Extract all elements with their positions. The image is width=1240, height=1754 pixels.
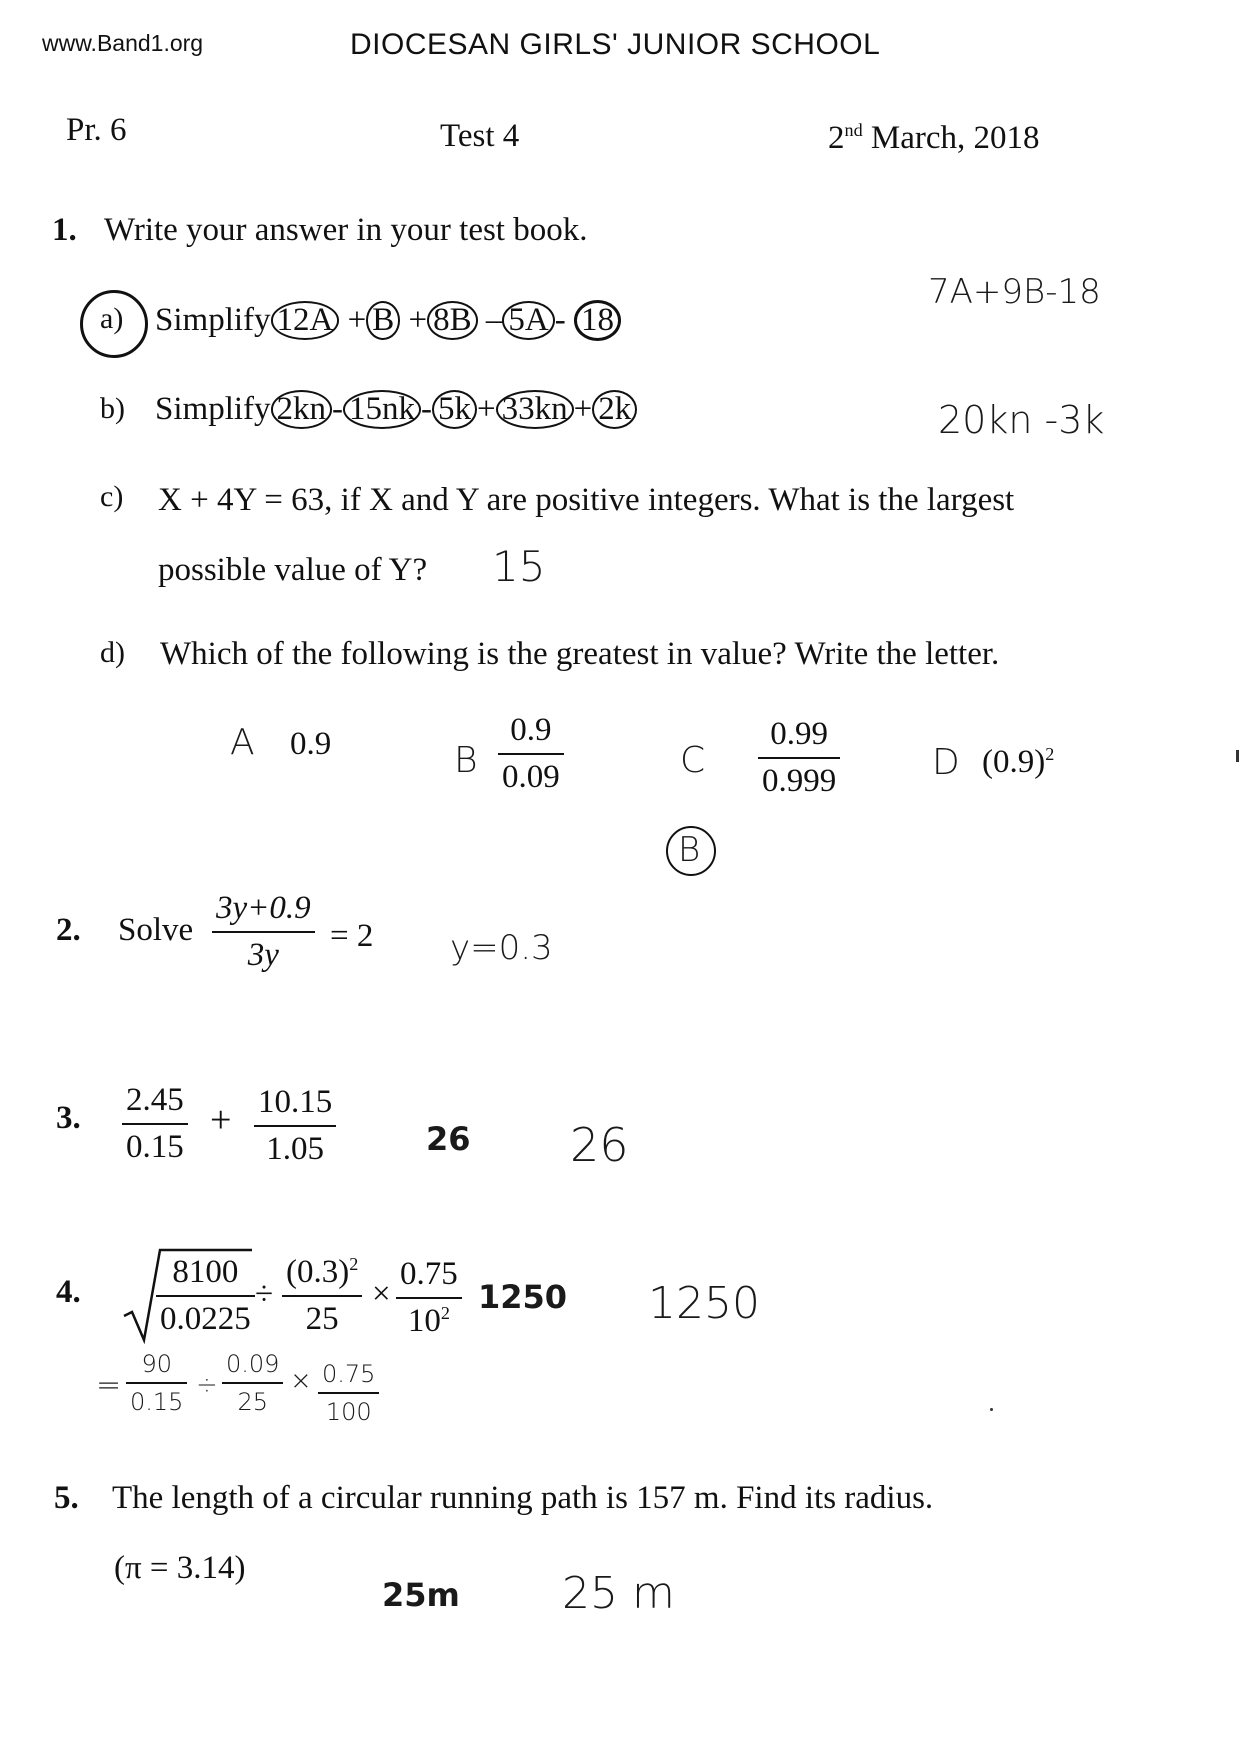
q3-fraction-1: 2.45 0.15	[122, 1082, 188, 1166]
q5-answer-2: 25 m	[562, 1568, 675, 1619]
q4-work-equals: =	[96, 1368, 122, 1403]
q1a-answer: 7A+9B-18	[928, 272, 1101, 312]
q1c-label: c)	[100, 480, 124, 513]
scan-mark	[1236, 750, 1239, 762]
q1-instruction: Write your answer in your test book.	[104, 212, 588, 248]
q1d-option-c-fraction: 0.99 0.999	[758, 716, 840, 800]
q4-work-times: ×	[290, 1366, 312, 1396]
q5-pi-note: (π = 3.14)	[114, 1550, 246, 1586]
q3-number: 3.	[56, 1100, 81, 1136]
q1d-answer: B	[678, 830, 701, 870]
q4-answer: 1250	[478, 1278, 568, 1316]
q1b-label: b)	[100, 392, 125, 425]
q1d-option-d-letter: D	[932, 742, 960, 783]
q4-work-fraction-1: 90 0.15	[126, 1350, 187, 1416]
q4-work-fraction-2: 0.09 25	[222, 1350, 283, 1416]
q3-answer-2: 26	[570, 1118, 629, 1172]
q1-number: 1.	[52, 212, 77, 248]
q4-number: 4.	[56, 1274, 81, 1310]
q4-times: ×	[372, 1276, 391, 1312]
q1c-line1: X + 4Y = 63, if X and Y are positive integers. What is the largest	[158, 482, 1015, 518]
school-name: DIOCESAN GIRLS' JUNIOR SCHOOL	[350, 28, 881, 61]
q4-work-divide: ÷	[196, 1370, 218, 1400]
q1d-option-a-value: 0.9	[290, 726, 332, 762]
test-date: 2nd March, 2018	[828, 120, 1040, 156]
q2-answer: y=0.3	[450, 928, 553, 968]
q1d-option-a-letter: A	[230, 722, 255, 763]
q1d-option-c-letter: C	[680, 740, 706, 781]
q4-work-fraction-3: 0.75 100	[318, 1360, 379, 1426]
q4-divide: ÷	[255, 1276, 274, 1312]
q5-question: The length of a circular running path is 157 m. Find its radius.	[112, 1480, 934, 1516]
q1a-label: a)	[100, 302, 124, 335]
q2-rhs: = 2	[330, 918, 374, 954]
scan-mark	[990, 1408, 993, 1411]
q1b-question: Simplify 2kn - 15nk - 5k + 33kn + 2k	[155, 390, 637, 429]
q5-number: 5.	[54, 1480, 79, 1516]
q2-number: 2.	[56, 912, 81, 948]
class-label: Pr. 6	[66, 112, 127, 148]
q3-fraction-2: 10.15 1.05	[254, 1084, 336, 1168]
q1d-option-d-value: $(0.9)^2$	[982, 744, 1055, 780]
q3-answer: 26	[426, 1120, 471, 1158]
q1d-option-b-fraction: 0.9 0.09	[498, 712, 564, 796]
q1a-question: Simplify 12A + B + 8B – 5A - 18	[155, 300, 621, 341]
q1d-option-b-letter: B	[454, 740, 478, 781]
site-url: www.Band1.org	[42, 30, 204, 56]
q2-fraction: 3y+0.9 3y	[212, 890, 315, 974]
q1d-label: d)	[100, 636, 125, 669]
q3-plus: +	[210, 1099, 232, 1141]
q1d-question: Which of the following is the greatest in value? Write the letter.	[160, 636, 1000, 672]
q5-answer: 25m	[382, 1576, 460, 1614]
q2-lead: Solve	[118, 912, 194, 948]
q4-root-fraction: 8100 0.0225	[156, 1254, 255, 1338]
q1c-line2: possible value of Y?	[158, 552, 428, 588]
test-label: Test 4	[440, 118, 520, 154]
q1c-answer: 15	[492, 542, 546, 591]
q1b-answer: 20kn -3k	[938, 398, 1105, 442]
q4-fraction-3: 0.75 $10^2$	[396, 1256, 462, 1340]
q4-answer-2: 1250	[648, 1278, 760, 1329]
q4-fraction-2: $(0.3)^2$ 25	[282, 1254, 362, 1338]
